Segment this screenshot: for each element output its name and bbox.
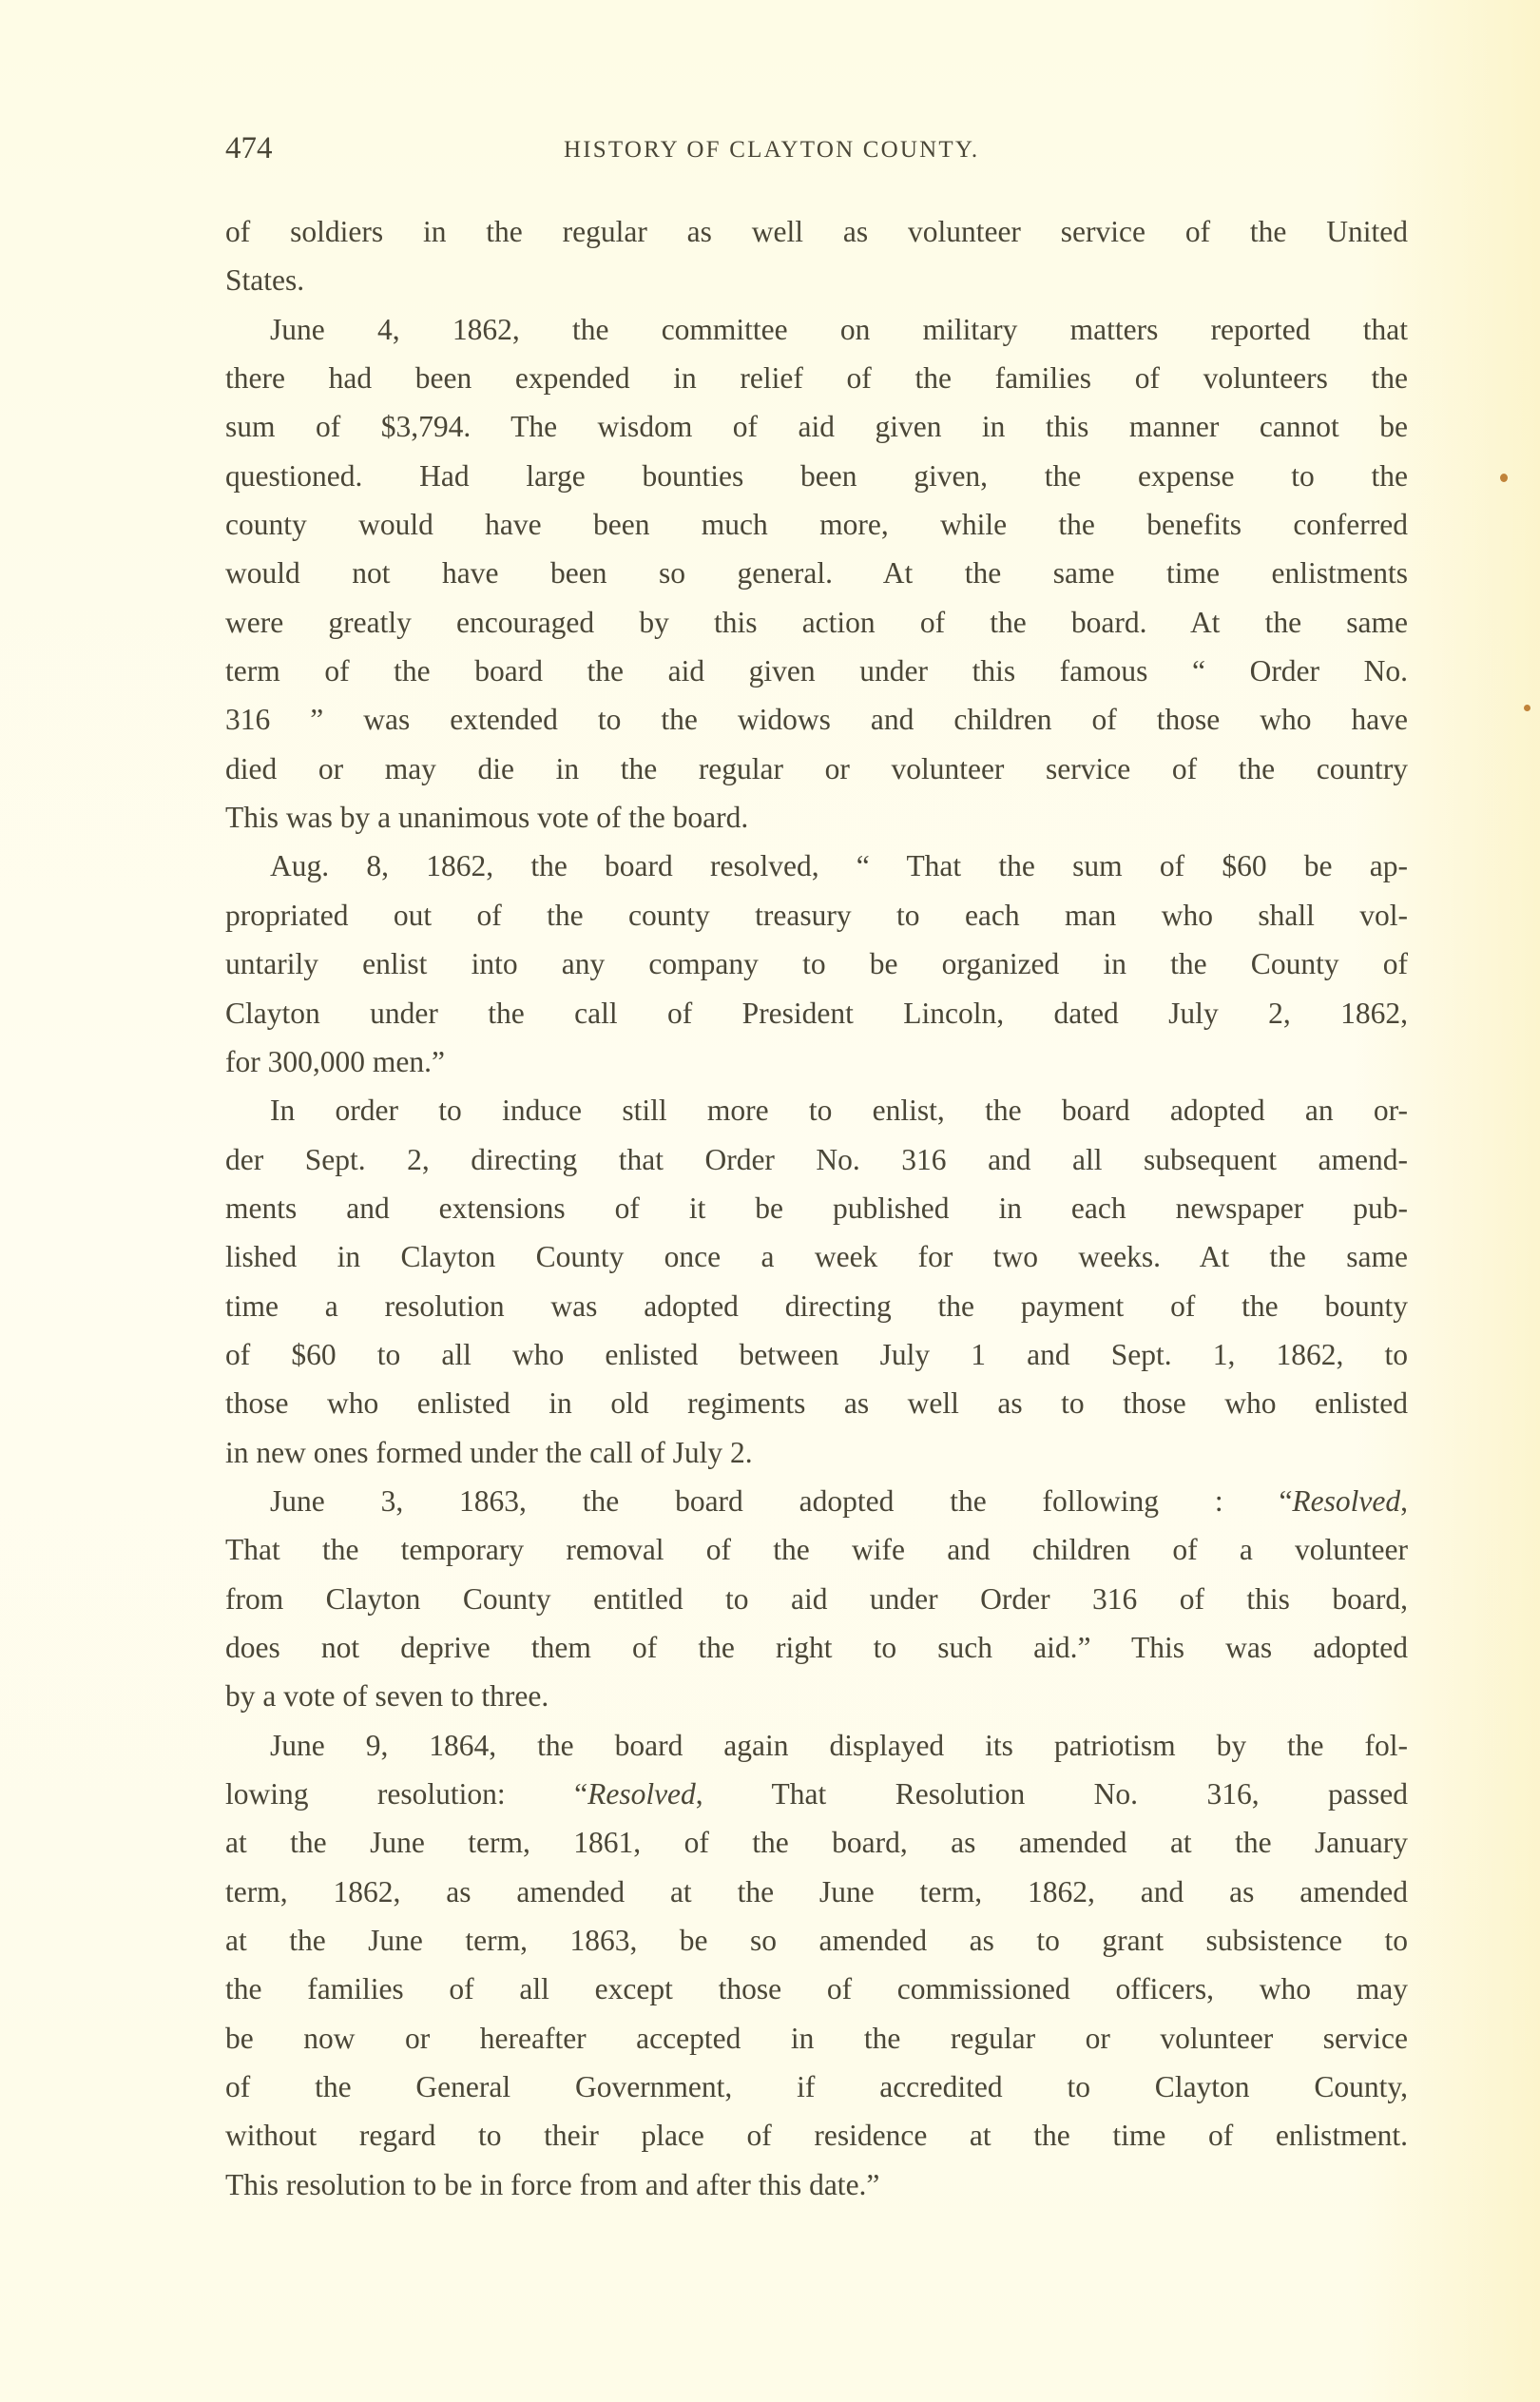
text-line: does not deprive them of the right to such aid.” This was adopted xyxy=(225,1630,1408,1664)
text-line: those who enlisted in old regiments as well as to those who enlisted xyxy=(225,1386,1408,1421)
text-segment: , That Resolution No. 316, passed xyxy=(695,1777,1408,1811)
text-line: there had been expended in relief of the families of volunteers the xyxy=(225,361,1408,396)
text-line: der Sept. 2, directing that Order No. 316 and all subsequent amend- xyxy=(225,1142,1408,1176)
paragraph xyxy=(225,305,1408,843)
text-line: of the General Government, if accredited to Clayton County, xyxy=(225,2070,1408,2104)
text-line: That the temporary removal of the wife and children of a volunteer xyxy=(225,1533,1408,1567)
body-text xyxy=(225,207,1408,2209)
open-quote: “ xyxy=(1279,1483,1293,1518)
text-line xyxy=(225,1477,1408,1525)
text-line: untarily enlist into any company to be organized in the County of xyxy=(225,947,1408,981)
text-line: at the June term, 1861, of the board, as amended at the January xyxy=(225,1826,1408,1860)
text-line: in new ones formed under the call of July 2. xyxy=(225,1435,753,1469)
text-line: ments and extensions of it be published in each newspaper pub- xyxy=(225,1191,1408,1225)
paragraph xyxy=(225,207,1408,305)
text-line: died or may die in the regular or volunteer service of the country xyxy=(225,751,1408,785)
text-line: of soldiers in the regular as well as volunteer service of the United xyxy=(225,215,1408,248)
text-line xyxy=(225,1770,1408,1818)
text-line: without regard to their place of residence at the time of enlistment. xyxy=(225,2119,1408,2153)
text-line: at the June term, 1863, be so amended as to grant subsistence to xyxy=(225,1924,1408,1958)
paper-speck xyxy=(1500,474,1508,482)
text-line: the families of all except those of commissioned officers, who may xyxy=(225,1972,1408,2006)
text-line: This resolution to be in force from and after this date.” xyxy=(225,2167,880,2201)
page-number: 474 xyxy=(225,131,273,165)
text-line: would not have been so general. At the same time enlistments xyxy=(225,556,1408,591)
text-line: be now or hereafter accepted in the regular or volunteer service xyxy=(225,2021,1408,2055)
italic-resolved: Resolved xyxy=(587,1777,696,1811)
paragraph xyxy=(225,842,1408,1086)
paragraph xyxy=(225,1477,1408,1721)
paper-speck xyxy=(1524,705,1530,711)
text-line: from Clayton County entitled to aid under Order 316 of this board, xyxy=(225,1581,1408,1616)
text-line: States. xyxy=(225,263,305,298)
text-line: time a resolution was adopted directing the payment of the bounty xyxy=(225,1288,1408,1323)
text-line: June 4, 1862, the committee on military matters reported that xyxy=(270,312,1408,346)
text-line: propriated out of the county treasury to each man who shall vol- xyxy=(225,898,1408,932)
paragraph xyxy=(225,1721,1408,2209)
text-line: by a vote of seven to three. xyxy=(225,1679,549,1714)
running-head xyxy=(225,129,1408,167)
text-line: term of the board the aid given under this famous “ Order No. xyxy=(225,654,1408,688)
text-line: lished in Clayton County once a week for two weeks. At the same xyxy=(225,1240,1408,1274)
text-line: In order to induce still more to enlist, the board adopted an or- xyxy=(270,1094,1408,1128)
text-line: This was by a unanimous vote of the board. xyxy=(225,801,749,835)
text-line: were greatly encouraged by this action of the board. At the same xyxy=(225,605,1408,639)
text-segment: June 3, 1863, the board adopted the following : xyxy=(270,1483,1223,1518)
text-segment: lowing resolution: “ xyxy=(225,1777,588,1811)
comma: , xyxy=(1400,1483,1408,1518)
text-segment xyxy=(1279,1484,1408,1518)
text-line: county would have been much more, while the benefits conferred xyxy=(225,508,1408,542)
text-line: Clayton under the call of President Lincoln, dated July 2, 1862, xyxy=(225,996,1408,1030)
text-line: term, 1862, as amended at the June term, 1862, and as amended xyxy=(225,1874,1408,1908)
text-line: Aug. 8, 1862, the board resolved, “ That the sum of $60 be ap- xyxy=(270,849,1408,883)
text-line: of $60 to all who enlisted between July 1 and Sept. 1, 1862, to xyxy=(225,1337,1408,1371)
text-line: June 9, 1864, the board again displayed its patriotism by the fol- xyxy=(270,1728,1408,1762)
text-line: questioned. Had large bounties been given, the expense to the xyxy=(225,458,1408,493)
text-line: sum of $3,794. The wisdom of aid given in this manner cannot be xyxy=(225,410,1408,444)
italic-resolved: Resolved xyxy=(1292,1483,1401,1518)
text-line: for 300,000 men.” xyxy=(225,1044,445,1078)
paragraph xyxy=(225,1086,1408,1477)
running-title: HISTORY OF CLAYTON COUNTY. xyxy=(564,137,980,163)
text-line: 316 ” was extended to the widows and children of those who have xyxy=(225,703,1408,737)
